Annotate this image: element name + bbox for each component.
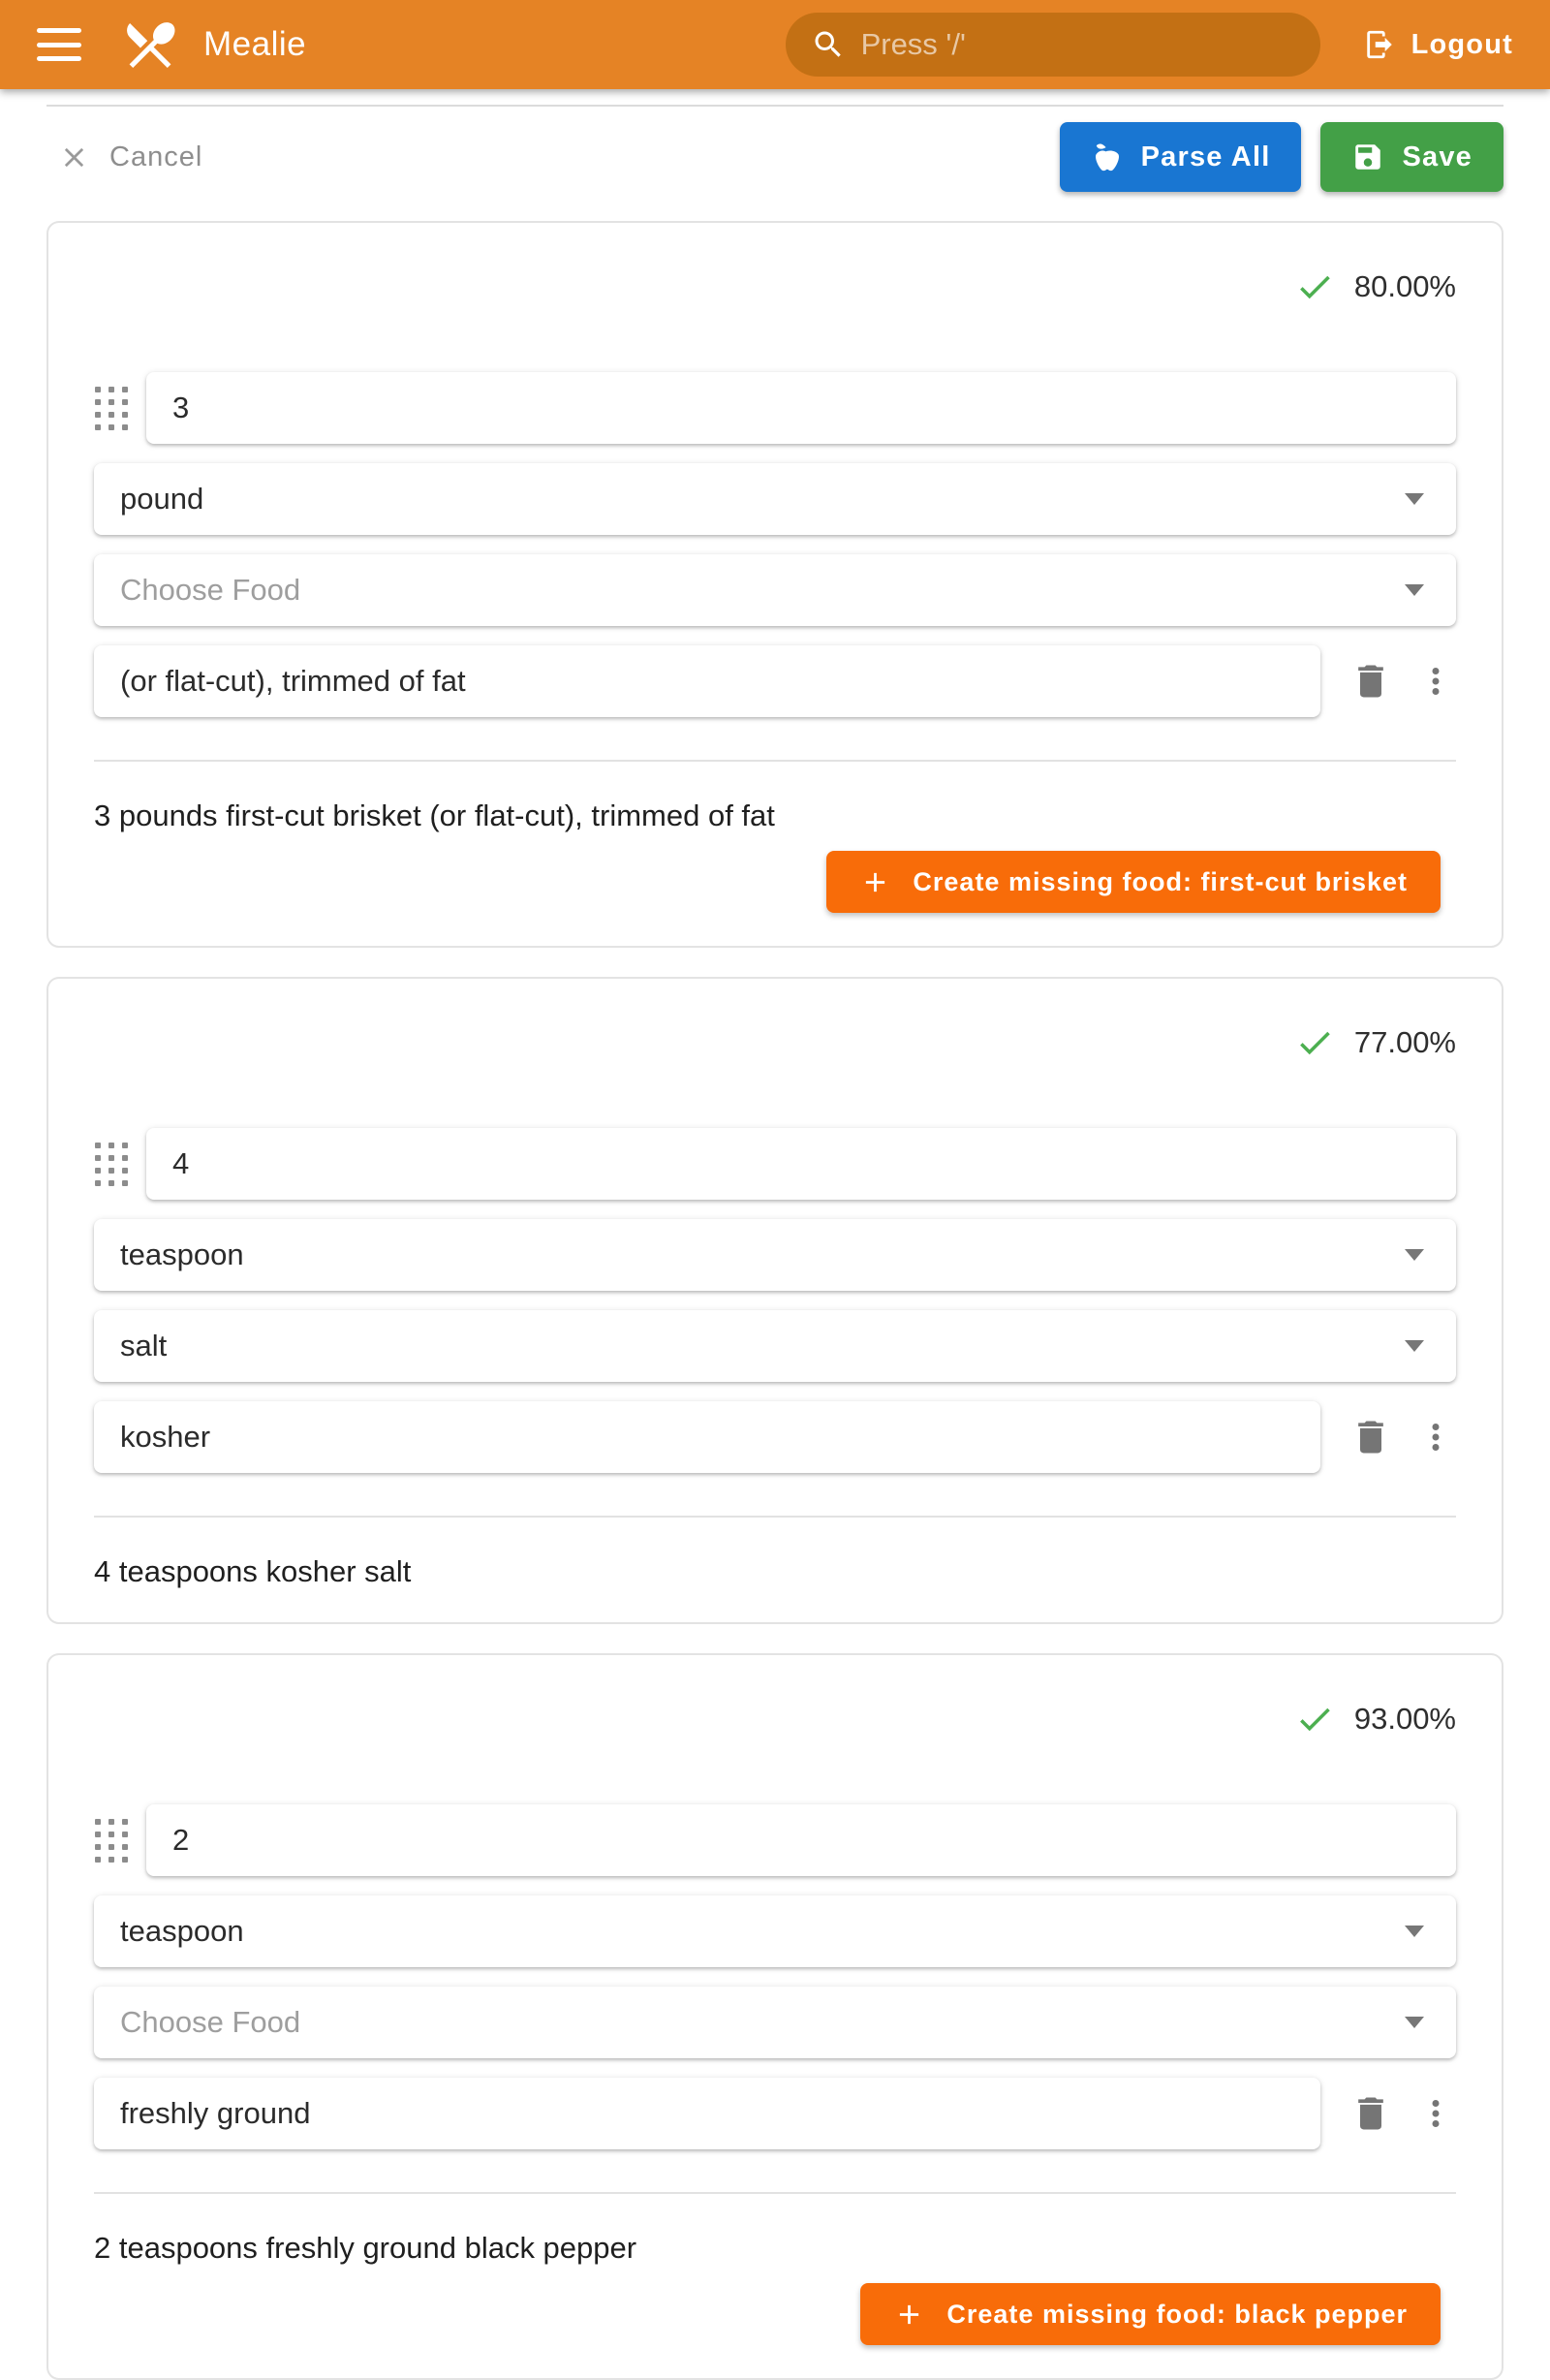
confidence-row xyxy=(94,266,1456,308)
delete-ingredient-button[interactable] xyxy=(1349,2092,1392,2135)
original-ingredient-text: 4 teaspoons kosher salt xyxy=(94,1554,412,1588)
plus-icon xyxy=(893,2299,925,2331)
search-input[interactable] xyxy=(786,13,1320,77)
note-input[interactable] xyxy=(94,1401,1320,1473)
trash-icon xyxy=(1349,660,1392,703)
logout-icon xyxy=(1363,28,1396,61)
close-icon xyxy=(58,141,90,173)
food-select[interactable] xyxy=(94,554,1456,626)
food-select-value: salt xyxy=(120,1329,168,1362)
card-divider xyxy=(94,760,1456,762)
parse-all-button[interactable] xyxy=(1060,122,1302,192)
mealie-logo-icon xyxy=(120,15,180,75)
quantity-row xyxy=(94,1804,1456,1876)
save-label: Save xyxy=(1402,141,1472,172)
quantity-input[interactable] xyxy=(146,1804,1456,1876)
confidence-check-icon xyxy=(1294,1022,1335,1063)
food-select[interactable] xyxy=(94,1310,1456,1382)
unit-select[interactable] xyxy=(94,463,1456,535)
card-divider xyxy=(94,2192,1456,2194)
cancel-button[interactable] xyxy=(46,141,214,173)
quantity-input[interactable] xyxy=(146,1128,1456,1200)
ingredient-card xyxy=(46,1653,1504,2380)
original-ingredient-text: 3 pounds first-cut brisket (or flat-cut), trimmed of fat xyxy=(94,799,775,832)
note-input[interactable] xyxy=(94,645,1320,717)
drag-handle-icon[interactable] xyxy=(94,385,129,431)
parse-all-label: Parse All xyxy=(1140,141,1271,172)
menu-icon[interactable] xyxy=(37,28,81,61)
quantity-value: 4 xyxy=(172,1146,190,1180)
caret-down-icon xyxy=(1405,1926,1424,1937)
app-title: Mealie xyxy=(203,25,307,63)
confidence-check-icon xyxy=(1294,266,1335,307)
caret-down-icon xyxy=(1405,2017,1424,2028)
confidence-row xyxy=(94,1698,1456,1740)
caret-down-icon xyxy=(1405,584,1424,596)
ingredient-card xyxy=(46,977,1504,1624)
create-missing-food-label: Create missing food: black pepper xyxy=(946,2299,1408,2329)
kebab-menu-icon xyxy=(1415,1417,1456,1457)
note-row xyxy=(94,1401,1456,1473)
note-value: (or flat-cut), trimmed of fat xyxy=(120,664,466,698)
search-icon xyxy=(811,27,846,62)
confidence-value: 80.00% xyxy=(1353,269,1456,303)
unit-value: teaspoon xyxy=(120,1914,244,1948)
logout-label: Logout xyxy=(1410,28,1513,60)
caret-down-icon xyxy=(1405,1249,1424,1261)
drag-handle-icon[interactable] xyxy=(94,1817,129,1863)
original-ingredient-text: 2 teaspoons freshly ground black pepper xyxy=(94,2231,637,2265)
unit-value: pound xyxy=(120,482,204,516)
confidence-row xyxy=(94,1021,1456,1064)
action-row xyxy=(46,122,1504,192)
quantity-input[interactable] xyxy=(146,372,1456,444)
missing-food-row xyxy=(94,2283,1456,2345)
food-select-value: Choose Food xyxy=(120,573,301,607)
note-value: kosher xyxy=(120,1420,211,1454)
top-divider xyxy=(46,105,1504,107)
more-options-button[interactable] xyxy=(1415,661,1456,702)
cancel-label: Cancel xyxy=(109,141,203,172)
confidence-value: 77.00% xyxy=(1353,1025,1456,1059)
note-value: freshly ground xyxy=(120,2096,311,2130)
ingredient-card xyxy=(46,221,1504,948)
missing-food-row xyxy=(94,851,1456,913)
card-divider xyxy=(94,1516,1456,1518)
page-content xyxy=(0,105,1550,2380)
quantity-value: 3 xyxy=(172,391,190,424)
quantity-value: 2 xyxy=(172,1823,190,1857)
drag-handle-icon[interactable] xyxy=(94,1141,129,1187)
trash-icon xyxy=(1349,1416,1392,1458)
unit-select[interactable] xyxy=(94,1895,1456,1967)
kebab-menu-icon xyxy=(1415,2093,1456,2134)
search-placeholder: Press '/' xyxy=(860,27,966,61)
apple-icon xyxy=(1091,141,1124,173)
unit-value: teaspoon xyxy=(120,1237,244,1271)
floppy-disk-icon xyxy=(1351,141,1384,173)
plus-icon xyxy=(859,866,891,898)
delete-ingredient-button[interactable] xyxy=(1349,1416,1392,1458)
unit-select[interactable] xyxy=(94,1219,1456,1291)
app-header xyxy=(0,0,1550,89)
create-missing-food-label: Create missing food: first-cut brisket xyxy=(913,866,1408,896)
note-row xyxy=(94,2078,1456,2149)
confidence-check-icon xyxy=(1294,1699,1335,1739)
caret-down-icon xyxy=(1405,493,1424,505)
trash-icon xyxy=(1349,2092,1392,2135)
confidence-value: 93.00% xyxy=(1353,1702,1456,1736)
delete-ingredient-button[interactable] xyxy=(1349,660,1392,703)
food-select[interactable] xyxy=(94,1987,1456,2058)
note-input[interactable] xyxy=(94,2078,1320,2149)
kebab-menu-icon xyxy=(1415,661,1456,702)
quantity-row xyxy=(94,1128,1456,1200)
caret-down-icon xyxy=(1405,1340,1424,1352)
food-select-value: Choose Food xyxy=(120,2005,301,2039)
more-options-button[interactable] xyxy=(1415,2093,1456,2134)
more-options-button[interactable] xyxy=(1415,1417,1456,1457)
create-missing-food-button[interactable] xyxy=(826,851,1441,913)
note-row xyxy=(94,645,1456,717)
save-button[interactable] xyxy=(1320,122,1504,192)
quantity-row xyxy=(94,372,1456,444)
create-missing-food-button[interactable] xyxy=(860,2283,1441,2345)
ingredient-card-list xyxy=(46,221,1504,2380)
logout-button[interactable] xyxy=(1355,28,1521,61)
